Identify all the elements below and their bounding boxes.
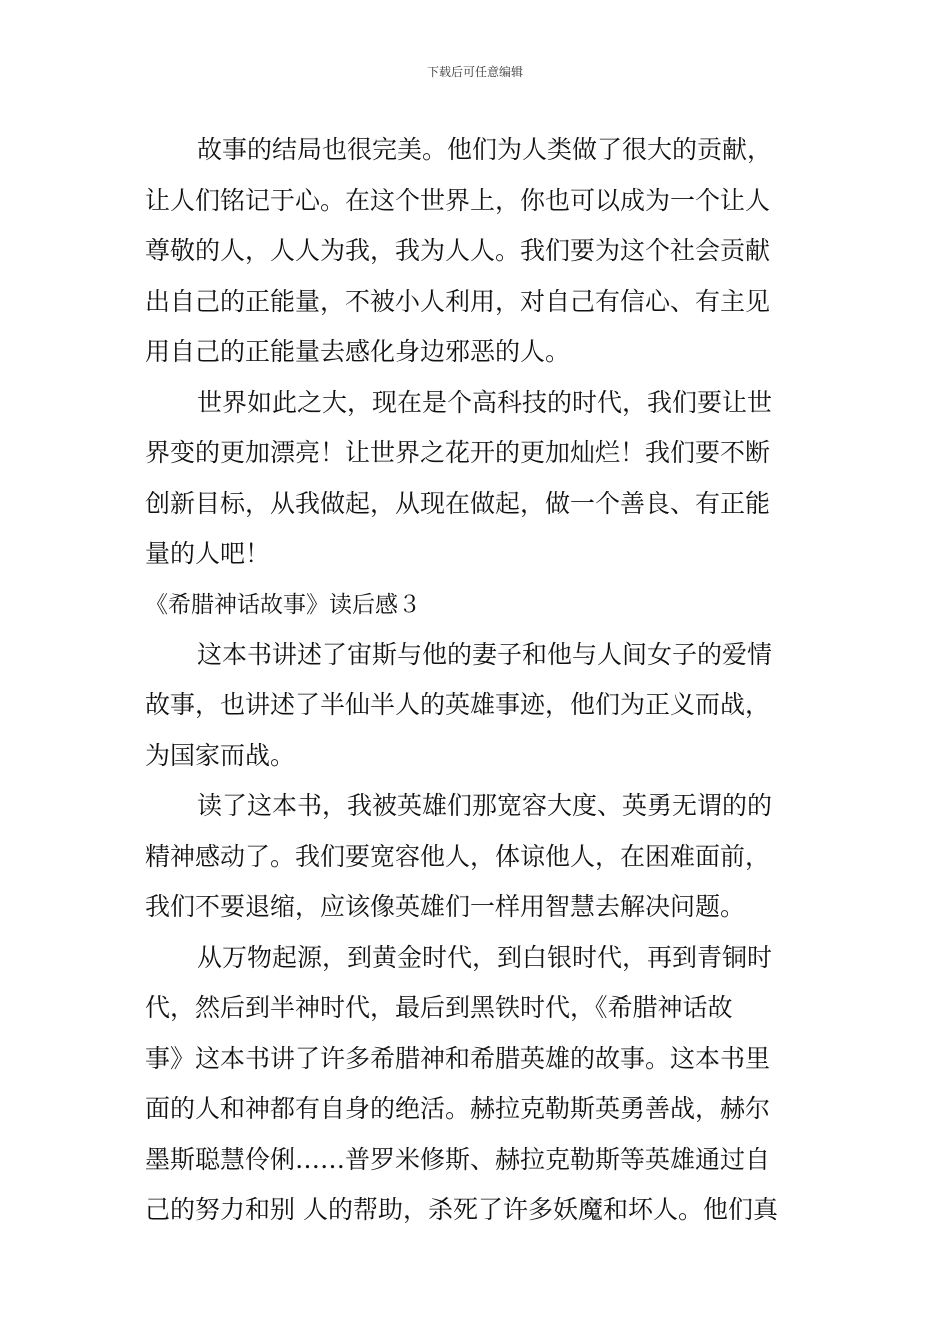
text-line: 故事，也讲述了半仙半人的英雄事迹，他们为正义而战， [145,690,771,719]
document-body [145,125,808,1236]
text-line: 我们不要退缩，应该像英雄们一样用智慧去解决问题。 [145,892,746,921]
paragraph-2 [145,378,808,580]
text-line: 己的努力和别 人的帮助，杀死了许多妖魔和坏人。他们真 [145,1195,778,1224]
text-line: 出自己的正能量，不被小人利用，对自己有信心、有主见 [145,286,771,316]
text-line: 从万物起源，到黄金时代，到白银时代，再到青铜时 [197,942,773,972]
text-line: 用自己的正能量去感化身边邪恶的人。 [145,337,571,366]
section-paragraph-1 [145,630,808,782]
paragraph-1 [145,125,808,378]
text-line: 让人们铭记于心。在这个世界上，你也可以成为一个让人 [145,185,771,215]
section-paragraph-3 [145,933,808,1236]
text-line: 墨斯聪慧伶俐……普罗米修斯、赫拉克勒斯等英雄通过自 [145,1144,771,1174]
text-line: 读了这本书，我被英雄们那宽容大度、英勇无谓的的 [197,791,773,820]
section-title: 《希腊神话故事》读后感３ [145,591,421,618]
text-line: 界变的更加漂亮！让世界之花开的更加灿烂！我们要不断 [145,438,771,467]
text-line: 故事的结局也很完美。他们为人类做了很大的贡献， [197,135,773,164]
text-line: 尊敬的人，人人为我，我为人人。我们要为这个社会贡献 [145,236,771,265]
text-line: 世界如此之大，现在是个高科技的时代，我们要让世 [197,387,773,417]
text-line: 事》这本书讲了许多希腊神和希腊英雄的故事。这本书里 [145,1043,771,1073]
text-line: 量的人吧！ [145,539,271,568]
text-line: 创新目标，从我做起，从现在做起，做一个善良、有正能 [145,488,771,518]
text-line: 代，然后到半神时代，最后到黑铁时代，《希腊神话故 [145,993,733,1022]
text-line: 精神感动了。我们要宽容他人，体谅他人，在困难面前， [145,841,771,871]
page-header: 下载后可任意编辑 [426,65,523,79]
section-paragraph-2 [145,781,808,933]
text-line: 面的人和神都有自身的绝活。赫拉克勒斯英勇善战，赫尔 [145,1094,771,1123]
text-line: 为国家而战。 [145,740,296,770]
text-line: 这本书讲述了宙斯与他的妻子和他与人间女子的爱情 [197,639,773,669]
